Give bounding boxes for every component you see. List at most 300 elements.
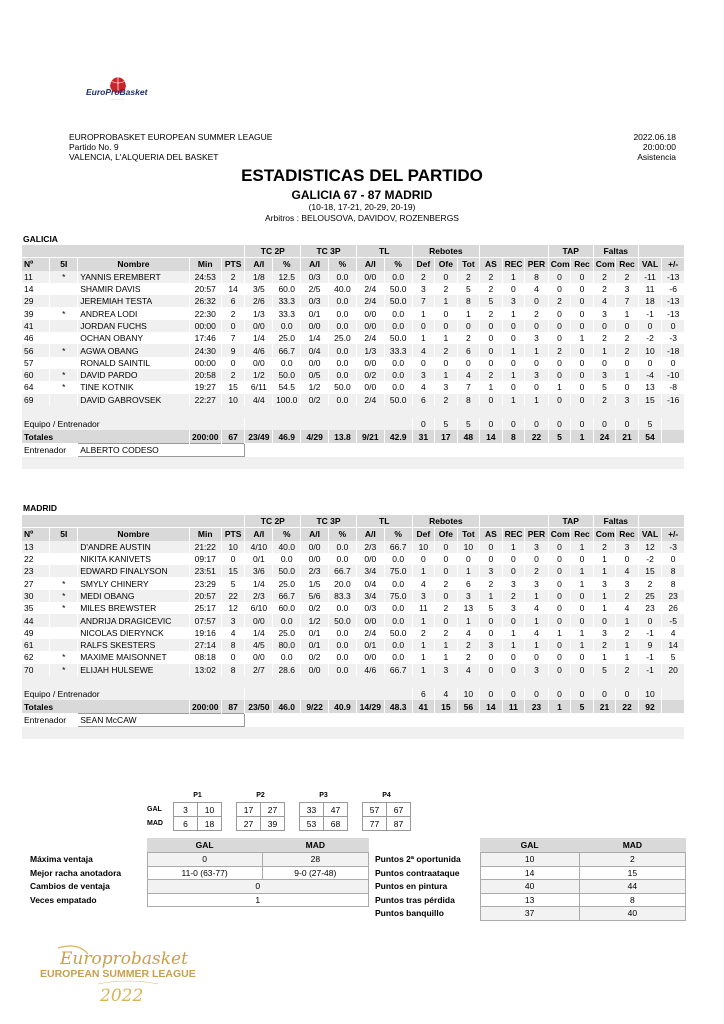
stat-cell xyxy=(50,627,78,639)
stat-cell: 13 xyxy=(457,602,480,614)
column-head: REC xyxy=(502,528,525,541)
stat-cell: 3 xyxy=(593,577,616,589)
stat-cell: 0/0 xyxy=(356,271,384,283)
column-head: Rec xyxy=(616,528,639,541)
team-row-label: Equipo / Entrenador xyxy=(22,688,245,700)
stat-cell: 0.0 xyxy=(384,602,412,614)
stat-cell: 2 xyxy=(616,332,639,344)
stat-cell: 23/49 xyxy=(245,430,273,443)
stat-cell: 4 xyxy=(221,627,245,639)
stat-cell: -13 xyxy=(662,307,685,319)
stat-value: 37 xyxy=(480,907,579,921)
stat-cell: 17:46 xyxy=(189,332,221,344)
stat-cell: 54 xyxy=(638,430,662,443)
stat-cell: 23 xyxy=(22,565,50,577)
player-row xyxy=(22,614,685,626)
column-head: Com xyxy=(548,258,571,271)
stat-cell: 00:00 xyxy=(189,320,221,332)
stat-label: Cambios de ventaja xyxy=(30,881,110,892)
stat-cell: 0/0 xyxy=(301,357,329,369)
stat-cell: 21 xyxy=(593,700,616,713)
stat-cell: 0 xyxy=(593,357,616,369)
stat-cell: 0 xyxy=(480,553,503,565)
stat-cell: 0 xyxy=(548,688,571,700)
stat-cell: 1 xyxy=(525,639,549,651)
stat-cell: 10 xyxy=(412,541,435,553)
column-head: Rec xyxy=(571,258,594,271)
stat-cell: 66.7 xyxy=(329,565,357,577)
stat-cell xyxy=(50,565,78,577)
stat-cell: 66.7 xyxy=(273,590,301,602)
stat-cell: 0 xyxy=(548,553,571,565)
stat-cell: 5 xyxy=(638,418,662,430)
stat-cell: 0 xyxy=(221,357,245,369)
stat-cell: 0/0 xyxy=(301,320,329,332)
column-head: +/- xyxy=(662,258,685,271)
referees: Arbitros : BELOUSOVA, DAVIDOV, ROZENBERGS xyxy=(265,213,459,223)
stat-cell: 1/4 xyxy=(245,332,273,344)
stat-cell: 28.6 xyxy=(273,664,301,676)
col-head: GAL xyxy=(147,838,262,853)
stat-cell xyxy=(50,639,78,651)
stat-cell: 1 xyxy=(435,295,458,307)
stat-cell: 61 xyxy=(22,639,50,651)
stat-cell: 1 xyxy=(412,639,435,651)
stat-cell: 48 xyxy=(457,430,480,443)
stat-cell: 50.0 xyxy=(329,381,357,393)
stat-cell: 2/3 xyxy=(245,590,273,602)
stat-cell: 56 xyxy=(22,344,50,356)
quarter-label: P1 xyxy=(193,792,202,799)
stat-cell: 14/29 xyxy=(356,700,384,713)
stat-cell: -6 xyxy=(662,283,685,295)
stat-cell: 0.0 xyxy=(384,381,412,393)
stat-cell: -1 xyxy=(638,627,662,639)
stat-cell: 0 xyxy=(502,553,525,565)
stat-cell: 1 xyxy=(502,627,525,639)
stat-cell: 0.0 xyxy=(384,369,412,381)
stat-cell: 4 xyxy=(662,627,685,639)
stat-cell: 3 xyxy=(593,307,616,319)
stat-cell: 3 xyxy=(525,332,549,344)
quarter-cell: 10 xyxy=(198,803,222,817)
stat-cell: 4/29 xyxy=(301,430,329,443)
stat-cell: 0 xyxy=(480,664,503,676)
stat-cell: 2 xyxy=(548,344,571,356)
stat-cell: 0 xyxy=(548,357,571,369)
stat-cell: 2 xyxy=(457,639,480,651)
stat-cell: 87 xyxy=(221,700,245,713)
stat-cell: 0 xyxy=(502,381,525,393)
stat-value: 40 xyxy=(579,907,685,921)
stat-label: Veces empatado xyxy=(30,894,97,905)
stat-cell: 56 xyxy=(457,700,480,713)
stat-cell: 0 xyxy=(221,320,245,332)
stat-cell: MILES BREWSTER xyxy=(78,602,189,614)
stat-cell: 4 xyxy=(457,664,480,676)
player-row xyxy=(22,590,685,602)
stat-cell: 1 xyxy=(571,541,594,553)
stat-cell: 4/5 xyxy=(245,639,273,651)
stat-cell: 0 xyxy=(480,418,503,430)
stat-cell: 0 xyxy=(548,283,571,295)
stat-cell: 0/0 xyxy=(356,651,384,663)
column-head: REC xyxy=(502,258,525,271)
stat-cell: 0 xyxy=(571,295,594,307)
stat-cell: 12 xyxy=(221,602,245,614)
stat-cell: 5 xyxy=(221,577,245,589)
stat-cell: 21 xyxy=(616,430,639,443)
stat-cell: 0 xyxy=(571,271,594,283)
stat-cell: * xyxy=(50,369,78,381)
stat-cell: -13 xyxy=(662,271,685,283)
group-head: TL xyxy=(356,515,412,528)
stat-cell: 30 xyxy=(22,590,50,602)
stat-cell: 1 xyxy=(457,565,480,577)
stat-cell: 0 xyxy=(548,577,571,589)
stat-cell: 0.0 xyxy=(273,320,301,332)
stat-cell: 0 xyxy=(548,565,571,577)
stat-cell: 1 xyxy=(502,344,525,356)
logo-text: EuroProBasket xyxy=(86,87,148,97)
stat-cell: 8 xyxy=(221,639,245,651)
stat-cell: -1 xyxy=(638,651,662,663)
quarter-cell: 39 xyxy=(261,817,285,831)
column-head: PTS xyxy=(221,528,245,541)
stat-cell: 0 xyxy=(457,357,480,369)
stat-cell: 0/2 xyxy=(301,602,329,614)
stat-cell: 1 xyxy=(502,394,525,406)
stat-cell: 0/0 xyxy=(245,357,273,369)
stat-cell: 4 xyxy=(412,381,435,393)
stat-cell: 0/5 xyxy=(301,369,329,381)
stat-cell: 7 xyxy=(457,381,480,393)
match-time: 20:00:00 xyxy=(642,142,676,152)
group-head: Faltas xyxy=(593,245,638,258)
stat-cell: SHAMIR DAVIS xyxy=(78,283,189,295)
stat-cell: 6/11 xyxy=(245,381,273,393)
stat-cell: 0.0 xyxy=(329,553,357,565)
stat-cell: 0 xyxy=(571,651,594,663)
stat-cell: 57 xyxy=(22,357,50,369)
stat-cell: 3 xyxy=(457,590,480,602)
stat-cell: 8 xyxy=(457,394,480,406)
stat-cell: 0.0 xyxy=(384,651,412,663)
stat-cell: 0 xyxy=(480,688,503,700)
stat-cell: 3/4 xyxy=(356,565,384,577)
group-head: TC 2P xyxy=(245,515,301,528)
stat-cell: 0 xyxy=(548,614,571,626)
stat-cell: 0 xyxy=(593,418,616,430)
stat-cell: 0 xyxy=(638,357,662,369)
stat-cell: 69 xyxy=(22,394,50,406)
stat-cell: 0 xyxy=(616,688,639,700)
quarter-cell: 27 xyxy=(237,817,261,831)
stat-cell: 5 xyxy=(457,418,480,430)
stat-cell: 2 xyxy=(548,295,571,307)
stat-label: Puntos 2ª oportunida xyxy=(375,854,461,865)
stat-cell: 0 xyxy=(548,418,571,430)
stat-cell: 0.0 xyxy=(384,577,412,589)
stat-cell: 0 xyxy=(435,307,458,319)
stat-cell: 3 xyxy=(412,369,435,381)
stat-cell: 2 xyxy=(435,627,458,639)
stat-cell: 11 xyxy=(502,700,525,713)
stat-cell: 2 xyxy=(616,664,639,676)
stat-cell xyxy=(50,295,78,307)
stat-cell: 0.0 xyxy=(329,651,357,663)
score-line: GALICIA 67 - 87 MADRID xyxy=(291,188,433,202)
stat-cell: 0 xyxy=(435,357,458,369)
column-head: Com xyxy=(548,528,571,541)
stat-cell: 6 xyxy=(412,394,435,406)
quarter-cell: 68 xyxy=(324,817,348,831)
stat-cell: 40.0 xyxy=(329,283,357,295)
col-head: MAD xyxy=(262,838,368,853)
stat-cell: 6 xyxy=(457,577,480,589)
quarter-cell: 67 xyxy=(387,803,411,817)
stat-cell: 4 xyxy=(593,295,616,307)
stat-cell: 54.5 xyxy=(273,381,301,393)
stat-cell: 0 xyxy=(571,369,594,381)
stat-cell: 3/6 xyxy=(245,565,273,577)
stat-cell: 92 xyxy=(638,700,662,713)
stat-cell: 1 xyxy=(502,541,525,553)
stat-cell: 0.0 xyxy=(329,320,357,332)
stat-cell: 5/6 xyxy=(301,590,329,602)
stat-cell: 4/6 xyxy=(245,344,273,356)
stat-cell: 0 xyxy=(221,553,245,565)
team-row-label: Equipo / Entrenador xyxy=(22,418,245,430)
stat-cell: 3 xyxy=(525,577,549,589)
stat-cell: 4 xyxy=(616,565,639,577)
stat-cell: 50.0 xyxy=(384,627,412,639)
stat-cell: 2/4 xyxy=(356,627,384,639)
stat-cell: DAVID GABROVSEK xyxy=(78,394,189,406)
stat-cell: 3/4 xyxy=(356,590,384,602)
stat-cell: 8 xyxy=(502,430,525,443)
stat-cell: 0.0 xyxy=(273,651,301,663)
stat-cell: 2 xyxy=(525,307,549,319)
stat-cell: 0/1 xyxy=(301,639,329,651)
stat-cell: 64 xyxy=(22,381,50,393)
stat-cell: 0.0 xyxy=(384,639,412,651)
stat-cell: 50.0 xyxy=(329,614,357,626)
stat-cell: EDWARD FINALYSON xyxy=(78,565,189,577)
stat-cell: 8 xyxy=(662,565,685,577)
stat-cell: 60.0 xyxy=(273,602,301,614)
stat-cell: 15 xyxy=(221,565,245,577)
venue: VALENCIA, L'ALQUERIA DEL BASKET xyxy=(69,152,219,162)
stat-cell: 3 xyxy=(480,565,503,577)
stat-cell: 0 xyxy=(548,541,571,553)
stat-cell: 46.0 xyxy=(273,700,301,713)
stat-cell: 22 xyxy=(22,553,50,565)
stat-cell: 6/10 xyxy=(245,602,273,614)
stat-cell: 0/0 xyxy=(356,614,384,626)
stat-cell xyxy=(50,283,78,295)
stat-cell: 13 xyxy=(22,541,50,553)
stat-cell: 0.0 xyxy=(384,357,412,369)
stat-cell: 70 xyxy=(22,664,50,676)
stat-cell: 75.0 xyxy=(384,565,412,577)
stat-cell: 0/4 xyxy=(301,344,329,356)
stat-cell: 4 xyxy=(616,602,639,614)
quarter-cell: 53 xyxy=(300,817,324,831)
stat-cell: 2 xyxy=(221,369,245,381)
quarter-label: P3 xyxy=(319,792,328,799)
stat-cell: 0/3 xyxy=(356,602,384,614)
stat-cell: 0 xyxy=(616,418,639,430)
stat-cell xyxy=(50,394,78,406)
stat-cell xyxy=(50,553,78,565)
stat-cell: 20:57 xyxy=(189,590,221,602)
stat-cell: 0.0 xyxy=(384,553,412,565)
stat-cell: 0 xyxy=(502,320,525,332)
column-head: Def xyxy=(412,528,435,541)
stat-cell: JORDAN FUCHS xyxy=(78,320,189,332)
stat-cell: 0 xyxy=(662,320,685,332)
stat-cell: 0/0 xyxy=(356,320,384,332)
stat-cell: 15 xyxy=(638,565,662,577)
stat-cell: 0 xyxy=(548,639,571,651)
stat-cell: 19:16 xyxy=(189,627,221,639)
stat-cell: JEREMIAH TESTA xyxy=(78,295,189,307)
stat-cell: 2 xyxy=(525,565,549,577)
group-head: TAP xyxy=(548,515,593,528)
stat-cell: 0 xyxy=(571,590,594,602)
stat-value: 8 xyxy=(579,893,685,907)
stat-cell: 66.7 xyxy=(384,541,412,553)
stat-cell: 0 xyxy=(571,320,594,332)
stat-cell: 0.0 xyxy=(329,369,357,381)
stat-cell: 1/8 xyxy=(245,271,273,283)
stat-cell: 2 xyxy=(221,307,245,319)
stat-cell: 3 xyxy=(480,639,503,651)
stat-cell: 4 xyxy=(525,602,549,614)
quarter-cell: 77 xyxy=(363,817,387,831)
stat-cell: 2 xyxy=(435,344,458,356)
stat-cell: 0.0 xyxy=(273,614,301,626)
stat-cell: AGWA OBANG xyxy=(78,344,189,356)
team-label-galicia: GALICIA xyxy=(23,234,58,244)
stat-cell: 0/0 xyxy=(245,651,273,663)
stat-cell: 0/2 xyxy=(301,651,329,663)
player-row xyxy=(22,577,685,589)
stat-cell: 5 xyxy=(457,283,480,295)
stat-cell: 5 xyxy=(571,700,594,713)
quarter-cell: 3 xyxy=(174,803,198,817)
column-head: A/I xyxy=(301,528,329,541)
column-head: % xyxy=(273,528,301,541)
stat-cell: 10 xyxy=(638,688,662,700)
logo-line-league: EUROPEAN SUMMER LEAGUE xyxy=(40,968,196,980)
match-datetime xyxy=(633,132,676,162)
stat-label: Máxima ventaja xyxy=(30,854,93,865)
stat-cell: 1 xyxy=(548,627,571,639)
stat-cell: 2/4 xyxy=(356,295,384,307)
stat-cell: 2 xyxy=(435,394,458,406)
column-head: A/I xyxy=(245,258,273,271)
stat-cell: 3 xyxy=(616,541,639,553)
stat-cell: 21:22 xyxy=(189,541,221,553)
player-row xyxy=(22,565,685,577)
stat-cell: 31 xyxy=(412,430,435,443)
column-head: % xyxy=(384,528,412,541)
column-head: A/I xyxy=(356,528,384,541)
player-row xyxy=(22,295,685,307)
stat-cell: 0.0 xyxy=(384,307,412,319)
stat-cell: 08:18 xyxy=(189,651,221,663)
stat-cell: TINE KOTNIK xyxy=(78,381,189,393)
stat-cell: 50.0 xyxy=(384,295,412,307)
stat-cell: 1 xyxy=(435,369,458,381)
stat-cell: 1 xyxy=(616,639,639,651)
stat-cell: 0 xyxy=(616,320,639,332)
column-head: Ofe xyxy=(435,258,458,271)
stat-cell: 3 xyxy=(435,664,458,676)
stat-cell: 2 xyxy=(593,394,616,406)
stat-cell: -3 xyxy=(662,332,685,344)
group-head: TC 2P xyxy=(245,245,301,258)
column-head: VAL xyxy=(638,528,662,541)
stat-cell: 1 xyxy=(435,332,458,344)
stat-cell: 2 xyxy=(480,307,503,319)
stat-cell: 3 xyxy=(221,614,245,626)
stat-cell: 0.0 xyxy=(329,664,357,676)
stat-cell: * xyxy=(50,344,78,356)
stat-cell: 3 xyxy=(412,590,435,602)
stat-cell: 3 xyxy=(616,394,639,406)
stat-cell: 20:57 xyxy=(189,283,221,295)
stat-cell: 1 xyxy=(412,664,435,676)
stat-cell: 0/0 xyxy=(301,553,329,565)
stat-cell: 1/2 xyxy=(245,369,273,381)
logo-line-year: 2022 xyxy=(100,986,144,1006)
box-score-galicia xyxy=(22,245,685,469)
column-head: Nombre xyxy=(78,528,189,541)
stat-cell: 0/0 xyxy=(301,541,329,553)
stat-cell: 35 xyxy=(22,602,50,614)
stat-cell: 62 xyxy=(22,651,50,663)
stat-cell: 6 xyxy=(412,688,435,700)
stat-cell: 24:53 xyxy=(189,271,221,283)
stat-cell: 1 xyxy=(548,381,571,393)
column-head: A/I xyxy=(356,258,384,271)
stat-cell: 60 xyxy=(22,369,50,381)
stat-cell: 14 xyxy=(480,430,503,443)
stat-cell: 8 xyxy=(525,271,549,283)
stat-cell: 0.0 xyxy=(384,271,412,283)
column-head: A/I xyxy=(245,528,273,541)
stat-cell: D'ANDRE AUSTIN xyxy=(78,541,189,553)
stat-cell: 10 xyxy=(638,344,662,356)
stat-cell: 60.0 xyxy=(273,283,301,295)
stat-cell: 1 xyxy=(571,332,594,344)
stat-cell: 33.3 xyxy=(273,307,301,319)
stat-cell: 0 xyxy=(221,651,245,663)
stat-cell: -3 xyxy=(662,541,685,553)
stat-cell: -8 xyxy=(662,381,685,393)
player-row xyxy=(22,553,685,565)
column-head: PER xyxy=(525,528,549,541)
stat-cell xyxy=(50,320,78,332)
quarter-cell: 6 xyxy=(174,817,198,831)
stat-cell: 0/2 xyxy=(356,369,384,381)
stat-value: 10 xyxy=(480,853,579,867)
stat-cell: 1 xyxy=(616,651,639,663)
stat-cell: 5 xyxy=(480,602,503,614)
